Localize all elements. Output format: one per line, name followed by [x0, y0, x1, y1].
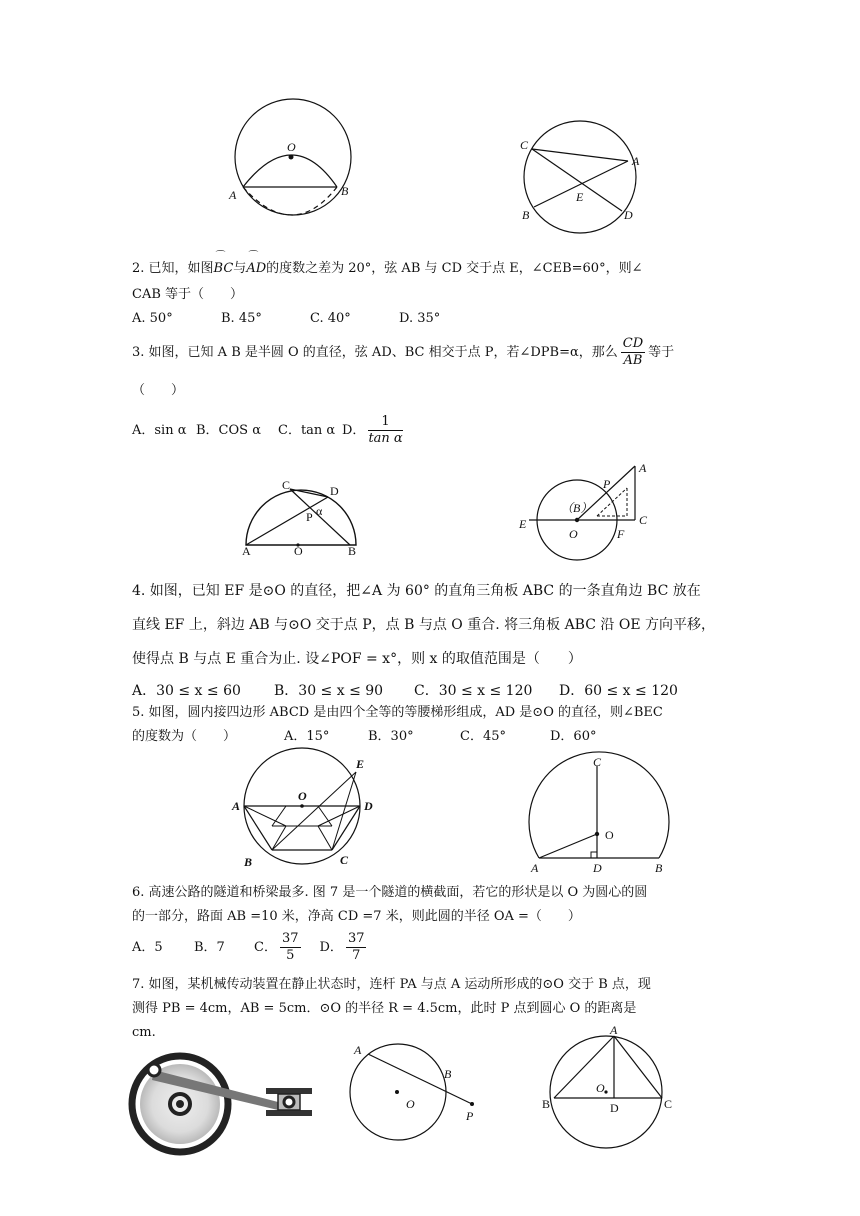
q6-option-b: B．7	[194, 940, 225, 955]
label-a: A	[639, 461, 647, 475]
q7-line1: 7. 如图，某机械传动装置在静止状态时，连杆 PA 与点 A 运动所形成的⊙O 交于 B 点，现	[132, 977, 651, 992]
label-b: （B）	[561, 501, 593, 515]
q2-option-a: A. 50°	[132, 311, 173, 326]
label-a: A	[354, 1043, 362, 1057]
q4-option-c: C．30 ≤ x ≤ 120	[414, 683, 533, 699]
q3-text-prefix: 3. 如图，已知 A B 是半圆 O 的直径，弦 AD、BC 相交于点 P，若∠DPB=α，那么	[132, 345, 618, 360]
q2-options	[132, 308, 440, 330]
label-o: O	[406, 1097, 415, 1111]
figure-circle-arc-ab	[225, 95, 365, 225]
fraction-1-tan	[368, 414, 402, 447]
label-e: E	[356, 757, 365, 771]
label-a: A	[610, 1023, 618, 1037]
q4-line3: 使得点 B 与点 E 重合为止. 设∠POF = x°，则 x 的取值范围是（ ）	[132, 651, 582, 667]
q5-option-b: B．30°	[368, 729, 414, 744]
q6-option-a: A．5	[132, 940, 163, 955]
label-c: C	[340, 853, 349, 867]
label-o: O	[294, 544, 303, 558]
q3-text-suffix: 等于	[648, 345, 675, 360]
q3-options	[132, 414, 406, 448]
label-a: A	[242, 544, 251, 558]
label-c: C	[520, 138, 529, 152]
fraction-37-7	[346, 931, 367, 964]
label-b: B	[542, 1097, 551, 1111]
q6-line1: 6. 高速公路的隧道和桥梁最多. 图 7 是一个隧道的横截面，若它的形状是以 O 为圆心的圆	[132, 885, 648, 900]
label-b: B	[444, 1067, 452, 1081]
frac-den: 7	[352, 948, 361, 963]
frac-num: 37	[347, 931, 365, 946]
label-o: O	[596, 1081, 605, 1095]
label-o: O	[605, 828, 614, 842]
q4-line2: 直线 EF 上，斜边 AB 与⊙O 交于点 P，点 B 与点 O 重合. 将三角板 ABC 沿 OE 方向平移，	[132, 617, 715, 633]
figure-tunnel	[525, 752, 675, 877]
q3-option-a: A．sin α	[132, 423, 187, 438]
label-d: D	[610, 1101, 619, 1115]
label-o: O	[287, 140, 296, 154]
frac-den: 5	[286, 948, 295, 963]
q2-option-d: D. 35°	[399, 311, 441, 326]
label-a: A	[531, 861, 539, 875]
figure-circle-trapezoids	[232, 752, 377, 872]
q4-option-d: D．60 ≤ x ≤ 120	[559, 683, 678, 699]
fraction-cd-ab	[621, 336, 645, 369]
q5-text: 的度数为（ ）	[132, 729, 237, 744]
q5-line1: 5. 如图，圆内接四边形 ABCD 是由四个全等的等腰梯形组成，AD 是⊙O 的直径，则∠BEC	[132, 705, 663, 720]
label-b: B	[522, 208, 530, 222]
frac-num: CD	[622, 336, 644, 351]
figure-circle-triangle	[515, 460, 665, 560]
label-b: B	[341, 184, 349, 198]
q4-options	[132, 680, 678, 702]
label-c: C	[593, 755, 602, 769]
q2-text-suffix: 的度数之差为 20°，弦 AB 与 CD 交于点 E，∠CEB=60°，则∠	[266, 261, 643, 276]
label-d: D	[624, 208, 633, 222]
q4-line1: 4. 如图，已知 EF 是⊙O 的直径，把∠A 为 60° 的直角三角板 ABC 的一条直角边 BC 放在	[132, 583, 701, 599]
frac-num: 37	[281, 931, 299, 946]
q5-option-c: C．45°	[460, 729, 506, 744]
figure-semicircle	[238, 475, 363, 558]
q4-option-a: A．30 ≤ x ≤ 60	[132, 683, 241, 699]
arc-bc: ⌒ BC	[214, 258, 234, 280]
q2-option-b: B. 45°	[221, 311, 262, 326]
q2-text-prefix: 2. 已知，如图	[132, 261, 214, 276]
label-p: P	[603, 477, 611, 491]
frac-den: AB	[623, 353, 643, 368]
q7-line2: 测得 PB = 4cm，AB = 5cm．⊙O 的半径 R = 4.5cm，此时 P 点到圆心 O 的距离是	[132, 1001, 637, 1016]
label-e: E	[519, 517, 527, 531]
q3-option-b: B．COS α	[196, 423, 261, 438]
q6-line2: 的一部分，路面 AB =10 米，净高 CD =7 米，则此圆的半径 OA =（ ）	[132, 909, 581, 924]
q3-line1	[132, 336, 674, 370]
label-e: E	[576, 190, 584, 204]
label-a: A	[632, 154, 640, 168]
q5-option-d: D．60°	[550, 729, 597, 744]
q3-option-c: C．tan α	[278, 423, 336, 438]
frac-den: tan α	[368, 431, 403, 446]
figure-circle-secant	[348, 1040, 493, 1145]
label-c: C	[664, 1097, 673, 1111]
label-d: D	[364, 799, 373, 813]
figure-circle-triangle-abc	[538, 1024, 678, 1149]
q6-option-d: D．	[319, 940, 343, 955]
q5-option-a: A．15°	[284, 729, 330, 744]
label-d: D	[330, 484, 339, 498]
q2-text-mid: 与	[233, 261, 247, 276]
label-b: B	[348, 544, 357, 558]
label-alpha: α	[316, 504, 323, 518]
q3-line2: （ ）	[132, 383, 185, 398]
frac-num: 1	[368, 414, 402, 431]
label-b: B	[655, 861, 663, 875]
q2-line1	[132, 258, 642, 280]
label-p: P	[466, 1109, 474, 1123]
label-o: O	[569, 527, 578, 541]
label-f: F	[617, 527, 625, 541]
label-a: A	[229, 188, 237, 202]
label-o: O	[298, 789, 307, 803]
label-a: A	[232, 799, 241, 813]
figure-circle-chords	[510, 115, 650, 235]
label-b: B	[244, 855, 253, 869]
fraction-37-5	[280, 931, 301, 964]
label-p: P	[306, 510, 313, 524]
label-d: D	[593, 861, 602, 875]
q6-options	[132, 930, 369, 966]
arc-ad: ⌒ AD	[246, 258, 266, 280]
label-c: C	[282, 478, 291, 492]
label-c: C	[639, 513, 648, 527]
q4-option-b: B．30 ≤ x ≤ 90	[274, 683, 384, 699]
q2-option-c: C. 40°	[310, 311, 351, 326]
q3-option-d: D．	[342, 423, 366, 438]
q5-line2	[132, 726, 596, 748]
q7-line3: cm.	[132, 1025, 156, 1040]
q6-option-c: C．	[254, 940, 277, 955]
figure-machine-photo	[128, 1052, 318, 1157]
q2-line2: CAB 等于（ ）	[132, 287, 244, 302]
